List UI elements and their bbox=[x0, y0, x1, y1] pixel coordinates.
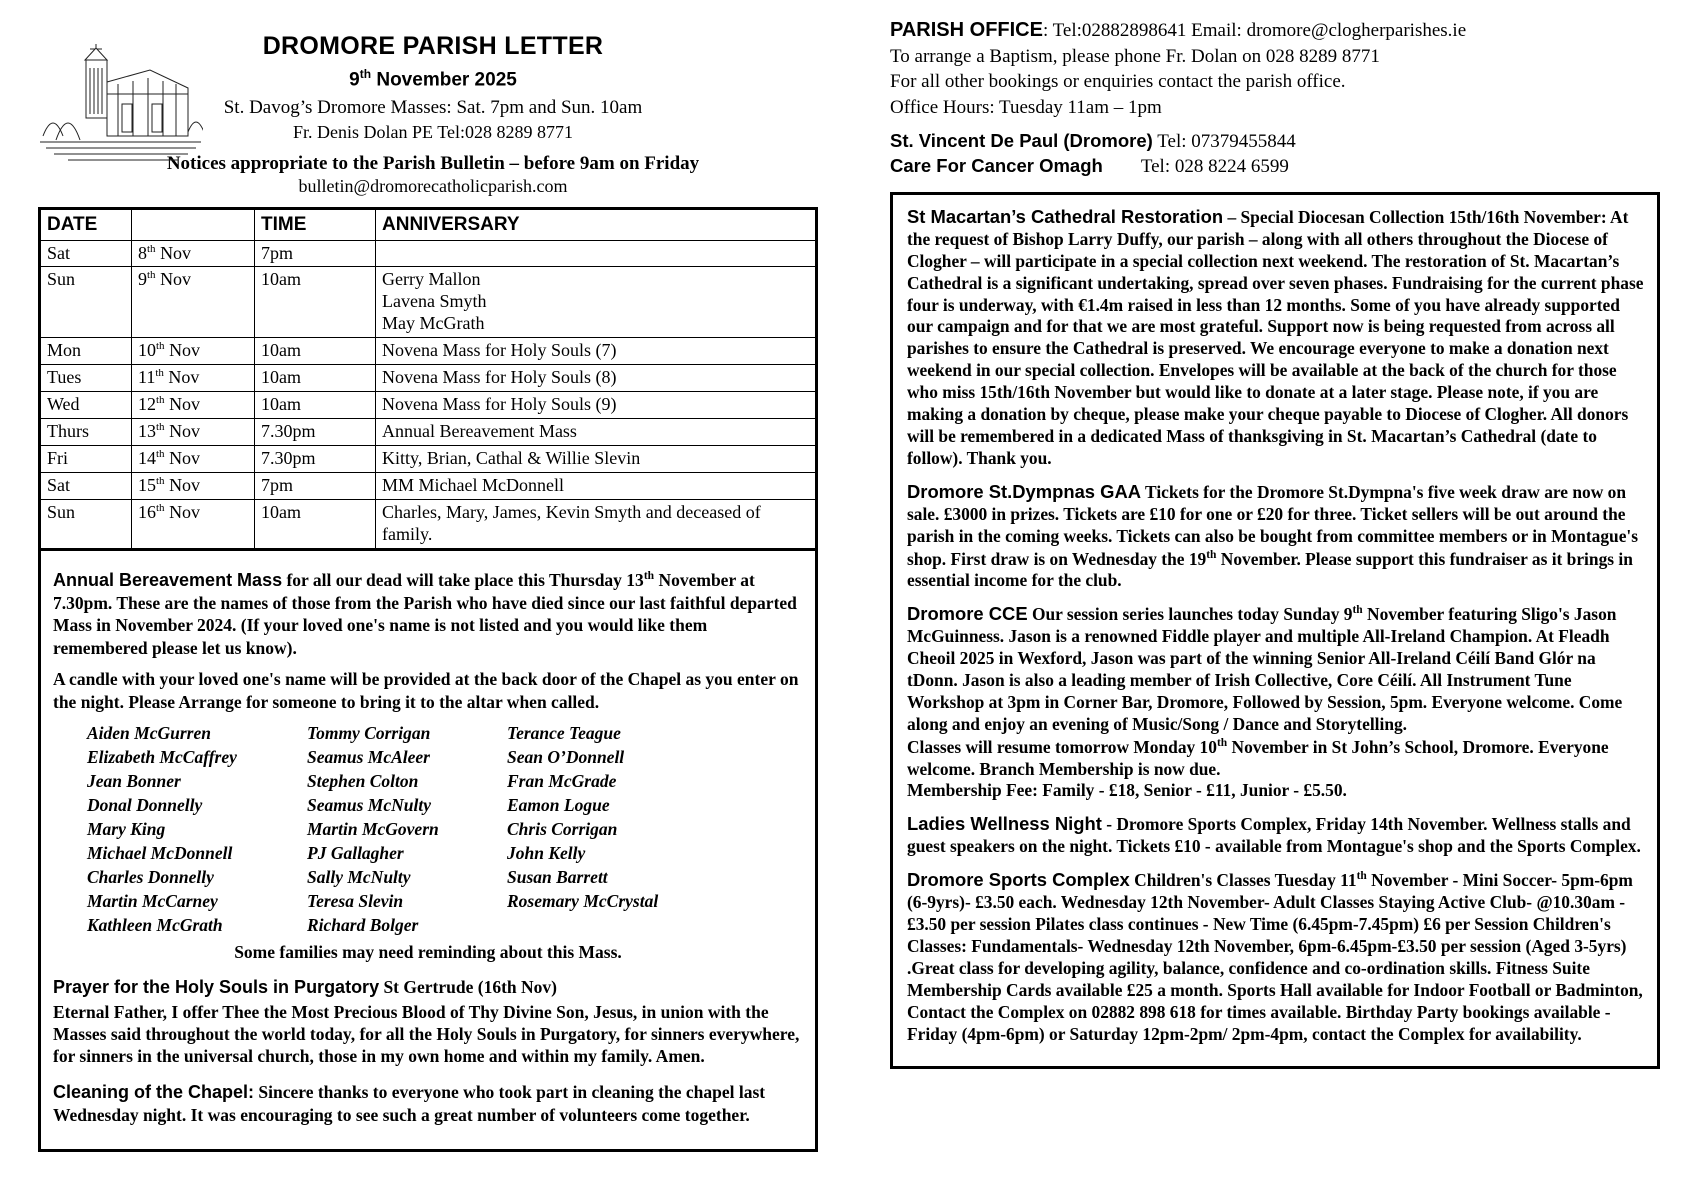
cell-time: 7.30pm bbox=[255, 419, 376, 446]
cell-date: 16th Nov bbox=[132, 500, 255, 550]
bereavement-text-a: for all our dead will take place this Thursday 13 bbox=[282, 569, 644, 590]
care-for-cancer-line bbox=[890, 154, 1660, 180]
parish-office-line-2: For all other bookings or enquiries contact the parish office. bbox=[890, 71, 1346, 93]
notice-cathedral-body: – Special Diocesan Collection 15th/16th November: At the request of Bishop Larry Duffy, our parish – along with all others throughout the Diocese of Clogher – will participate in a special collection next weekend. The restoration of St. Macartan’s Cathedral is a significant undertaking, spread over seven phases. Fundraising for the current phase four is underway, with €1.4m raised in less than 12 months. Some of you have already supported our campaign and for that we are most grateful. Support now is being requested from across all parishes to ensure the Cathedral is preserved. We encourage everyone to make a donation next weekend in our special collection. Envelopes will be available at the back of the church for those who miss 15th/16th November but would like to donate at a later stage. Please note, if you are making a donation by cheque, please make your cheque payable to Diocese of Clogher. All donors will be remembered in a dedicated Mass of thanksgiving in St. Macartan’s Cathedral (date to follow). Thank you. bbox=[907, 206, 1644, 468]
notice-cce-body: Our session series launches today Sunday 9 bbox=[1027, 604, 1353, 625]
deceased-name: Terance Teague bbox=[507, 722, 621, 743]
issue-date-num: 9 bbox=[349, 69, 360, 91]
deceased-name: Jean Bonner bbox=[87, 770, 181, 791]
church-illustration-icon bbox=[38, 36, 203, 166]
right-notices-box bbox=[890, 192, 1660, 1069]
cell-date: 13th Nov bbox=[132, 419, 255, 446]
prayer-heading: Prayer for the Holy Souls in Purgatory bbox=[53, 976, 380, 997]
deceased-name: Mary King bbox=[87, 818, 166, 839]
bereavement-sup: th bbox=[643, 570, 655, 583]
cell-time: 10am bbox=[255, 392, 376, 419]
parish-office-contact: : Tel:02882898641 Email: dromore@clogherparishes.ie bbox=[1042, 20, 1467, 41]
cell-anniversary: Annual Bereavement Mass bbox=[376, 419, 817, 446]
table-body bbox=[40, 240, 817, 549]
issue-date-rest: November 2025 bbox=[371, 69, 517, 91]
table-row bbox=[40, 338, 817, 365]
deceased-name: Martin McGovern bbox=[307, 818, 439, 839]
notice-gaa bbox=[907, 480, 1645, 592]
deceased-name: Michael McDonnell bbox=[87, 842, 233, 863]
cell-day: Sat bbox=[40, 240, 132, 267]
cell-day: Wed bbox=[40, 392, 132, 419]
notice-wellness-heading: Ladies Wellness Night bbox=[907, 813, 1102, 835]
parish-office-hours: Office Hours: Tuesday 11am – 1pm bbox=[890, 96, 1162, 118]
cell-time: 7pm bbox=[255, 473, 376, 500]
table-row bbox=[40, 446, 817, 473]
deceased-name: Eamon Logue bbox=[507, 794, 610, 815]
prayer-body: Eternal Father, I offer Thee the Most Precious Blood of Thy Divine Son, Jesus, in union with the Masses said throughout the world today, for all the Holy Souls in Purgatory, for sinners everywhere, for sinners in the universal church, those in my own home and within my family. Amen. bbox=[53, 1001, 800, 1067]
masthead bbox=[38, 32, 828, 197]
cell-time: 7.30pm bbox=[255, 446, 376, 473]
table-row bbox=[40, 392, 817, 419]
left-column bbox=[38, 10, 828, 1152]
cell-day: Mon bbox=[40, 338, 132, 365]
notice-cce-sup: th bbox=[1352, 604, 1363, 617]
deceased-name: Aiden McGurren bbox=[87, 722, 211, 743]
th-anniversary: ANNIVERSARY bbox=[376, 209, 817, 240]
deceased-name: Seamus McAleer bbox=[307, 746, 430, 767]
deceased-name: Elizabeth McCaffrey bbox=[87, 746, 237, 767]
deceased-name: Teresa Slevin bbox=[307, 890, 404, 911]
cell-anniversary: Novena Mass for Holy Souls (9) bbox=[376, 392, 817, 419]
table-header-row bbox=[40, 209, 817, 240]
notice-sports-heading: Dromore Sports Complex bbox=[907, 869, 1130, 891]
cell-day: Sat bbox=[40, 473, 132, 500]
th-time: TIME bbox=[255, 209, 376, 240]
cell-anniversary: Charles, Mary, James, Kevin Smyth and deceased of family. bbox=[376, 500, 817, 550]
bulletin-email: bulletin@dromorecatholicparish.com bbox=[298, 176, 568, 197]
cell-day: Sun bbox=[40, 500, 132, 550]
prayer-heading-line bbox=[53, 976, 803, 999]
deceased-name: Stephen Colton bbox=[307, 770, 419, 791]
notice-cce-sup-2: th bbox=[1216, 736, 1228, 749]
deceased-name: Susan Barrett bbox=[507, 866, 608, 887]
notice-gaa-heading: Dromore St.Dympnas GAA bbox=[907, 480, 1142, 502]
parish-office-block bbox=[890, 18, 1660, 180]
svp-tel: Tel: 07379455844 bbox=[1152, 130, 1296, 152]
deceased-name: Sean O’Donnell bbox=[507, 746, 625, 767]
cleaning-heading: Cleaning of the Chapel: bbox=[53, 1081, 255, 1102]
deceased-names-list bbox=[87, 722, 803, 938]
deceased-name: Fran McGrade bbox=[507, 770, 617, 791]
cell-date: 10th Nov bbox=[132, 338, 255, 365]
notice-cathedral-restoration bbox=[907, 205, 1645, 470]
svp-label: St. Vincent De Paul (Dromore) bbox=[890, 129, 1153, 151]
parish-office-line-1: To arrange a Baptism, please phone Fr. Dolan on 028 8289 8771 bbox=[890, 45, 1380, 67]
care-for-cancer-tel: Tel: 028 8224 6599 bbox=[1140, 156, 1289, 178]
cell-day: Tues bbox=[40, 365, 132, 392]
cell-time: 7pm bbox=[255, 240, 376, 267]
notice-sports-body-2: November - Mini Soccer- 5pm-6pm (6-9yrs)- £3.50 each. Wednesday 12th November- Adult Classes Staying Active Club- @10.30am - £3.50 per session Pilates class continues - New Time (6.45pm-7.45pm) £6 per Session Children's Classes: Fundamentals- Wednesday 12th November, 6pm-6.45pm-£3.50 per session (Aged 3-5yrs) .Great class for developing agility, balance, confidence and co-ordination skills. Fitness Suite Membership Cards available £25 a month. Sports Hall available for Indoor Football or Badminton, Contact the Complex on 02882 898 618 for times available. Birthday Party bookings available - Friday (4pm-6pm) or Saturday 12pm-2pm/ 2pm-4pm, contact the Complex for availability. bbox=[907, 870, 1643, 1044]
deceased-name: Sally McNulty bbox=[307, 866, 411, 887]
parish-office-title-line bbox=[890, 18, 1660, 44]
notice-cathedral-heading: St Macartan’s Cathedral Restoration bbox=[907, 205, 1224, 227]
notice-cce-membership-fee: Membership Fee: Family - £18, Senior - £11, Junior - £5.50. bbox=[907, 780, 1347, 801]
deceased-name: John Kelly bbox=[507, 842, 586, 863]
deceased-name bbox=[507, 914, 717, 938]
mass-times-line: St. Davog’s Dromore Masses: Sat. 7pm and Sun. 10am bbox=[223, 97, 643, 119]
cell-day: Fri bbox=[40, 446, 132, 473]
table-row bbox=[40, 500, 817, 550]
right-column bbox=[890, 18, 1660, 1069]
notice-cce-body-4: November in St John’s School, Dromore. Everyone welcome. Branch Membership is now due. bbox=[907, 736, 1609, 779]
deceased-name: Tommy Corrigan bbox=[307, 722, 431, 743]
notice-ladies-wellness-night bbox=[907, 812, 1645, 858]
notice-gaa-body-2: November. Please support this fundraiser as it brings in essential income for the club. bbox=[907, 548, 1633, 591]
cleaning-block bbox=[53, 1081, 803, 1126]
bereavement-heading: Annual Bereavement Mass bbox=[53, 569, 283, 590]
cell-anniversary bbox=[376, 240, 817, 267]
notice-sports-complex bbox=[907, 868, 1645, 1045]
notice-sports-sup: th bbox=[1356, 870, 1367, 883]
deceased-name: Charles Donnelly bbox=[87, 866, 214, 887]
priest-contact-line: Fr. Denis Dolan PE Tel:028 8289 8771 bbox=[293, 122, 573, 143]
cell-day: Sun bbox=[40, 267, 132, 338]
cell-date: 14th Nov bbox=[132, 446, 255, 473]
cell-time: 10am bbox=[255, 267, 376, 338]
th-date-spacer bbox=[132, 209, 255, 240]
table-row bbox=[40, 240, 817, 267]
cell-anniversary: Kitty, Brian, Cathal & Willie Slevin bbox=[376, 446, 817, 473]
notice-wellness-body: - Dromore Sports Complex, Friday 14th November. Wellness stalls and guest speakers on the night. Tickets £10 - available from Montague's shop and the Sports Complex. bbox=[907, 814, 1641, 857]
cell-time: 10am bbox=[255, 500, 376, 550]
deceased-name: Chris Corrigan bbox=[507, 818, 618, 839]
notice-gaa-sup: th bbox=[1206, 548, 1217, 561]
notice-gaa-body: Tickets for the Dromore St.Dympna's five week draw are now on sale. £3000 in prizes. Tickets are £10 for one or £20 for three. Ticket sellers will be out around the parish in the coming weeks. Tickets can also be bought from committee members or in Montague's shop. First draw is on Wednesday the 19 bbox=[907, 481, 1639, 569]
cell-date: 12th Nov bbox=[132, 392, 255, 419]
bereavement-block bbox=[53, 569, 803, 713]
notice-cce bbox=[907, 602, 1645, 802]
svp-line bbox=[890, 129, 1660, 155]
cell-date: 11th Nov bbox=[132, 365, 255, 392]
cell-anniversary: MM Michael McDonnell bbox=[376, 473, 817, 500]
deceased-name: Rosemary McCrystal bbox=[507, 890, 659, 911]
cell-date: 8th Nov bbox=[132, 240, 255, 267]
cell-date: 9th Nov bbox=[132, 267, 255, 338]
deceased-name: Donal Donnelly bbox=[87, 794, 203, 815]
notice-cce-body-3: Classes will resume tomorrow Monday 10 bbox=[907, 736, 1217, 757]
th-date: DATE bbox=[40, 209, 132, 240]
table-row bbox=[40, 473, 817, 500]
table-row bbox=[40, 267, 817, 338]
mass-schedule-table bbox=[38, 207, 818, 551]
page-title: DROMORE PARISH LETTER bbox=[262, 32, 604, 60]
cell-time: 10am bbox=[255, 338, 376, 365]
left-notices-box bbox=[38, 548, 818, 1152]
notice-sports-body: Children's Classes Tuesday 11 bbox=[1129, 870, 1357, 891]
notice-cce-heading: Dromore CCE bbox=[907, 603, 1028, 625]
care-for-cancer-label: Care For Cancer Omagh bbox=[890, 155, 1103, 177]
deceased-name: Kathleen McGrath bbox=[87, 914, 223, 935]
cell-anniversary: Gerry Mallon Lavena Smyth May McGrath bbox=[376, 267, 817, 338]
deceased-name: Richard Bolger bbox=[307, 914, 419, 935]
cleaning-para bbox=[53, 1081, 803, 1126]
cell-anniversary: Novena Mass for Holy Souls (7) bbox=[376, 338, 817, 365]
cell-day: Thurs bbox=[40, 419, 132, 446]
notices-deadline: Notices appropriate to the Parish Bulletin – before 9am on Friday bbox=[166, 153, 700, 175]
cleaning-body: Sincere thanks to everyone who took part in cleaning the chapel last Wednesday night. It was encouraging to see such a great number of volunteers come together. bbox=[53, 1081, 766, 1125]
cell-anniversary: Novena Mass for Holy Souls (8) bbox=[376, 365, 817, 392]
prayer-subtitle: St Gertrude (16th Nov) bbox=[379, 976, 557, 997]
bereavement-para-1 bbox=[53, 569, 803, 659]
families-reminder-note: Some families may need reminding about this Mass. bbox=[234, 941, 622, 962]
notice-cce-body-2: November featuring Sligo's Jason McGuinness. Jason is a renowned Fiddle player and multiple All-Ireland Champion. At Fleadh Cheoil 2025 in Wexford, Jason was part of the winning Senior All-Ireland Céilí Band Glór na tDonn. Jason is also a leading member of Irish Collective, Core Céilí. All Instrument Tune Workshop at 3pm in Corner Bar, Dromore, Followed by Session, 5pm. Everyone welcome. Come along and enjoy an evening of Music/Song / Dance and Storytelling. bbox=[907, 604, 1623, 734]
issue-date-suffix: th bbox=[359, 67, 372, 81]
prayer-block bbox=[53, 976, 803, 1068]
deceased-name: PJ Gallagher bbox=[307, 842, 404, 863]
bereavement-para-2: A candle with your loved one's name will be provided at the back door of the Chapel as you enter on the night. Please Arrange for someone to bring it to the altar when called. bbox=[53, 669, 799, 712]
cell-time: 10am bbox=[255, 365, 376, 392]
table-row bbox=[40, 419, 817, 446]
deceased-name: Seamus McNulty bbox=[307, 794, 431, 815]
table-row bbox=[40, 365, 817, 392]
deceased-name: Martin McCarney bbox=[87, 890, 218, 911]
parish-office-title: PARISH OFFICE bbox=[890, 19, 1043, 41]
cell-date: 15th Nov bbox=[132, 473, 255, 500]
bereavement-text-b: November at 7.30pm. These are the names of those from the Parish who have died since our last faithful departed Mass in November 2024. (If your loved one's name is not listed and you would like them remembered please let us know). bbox=[53, 569, 797, 658]
